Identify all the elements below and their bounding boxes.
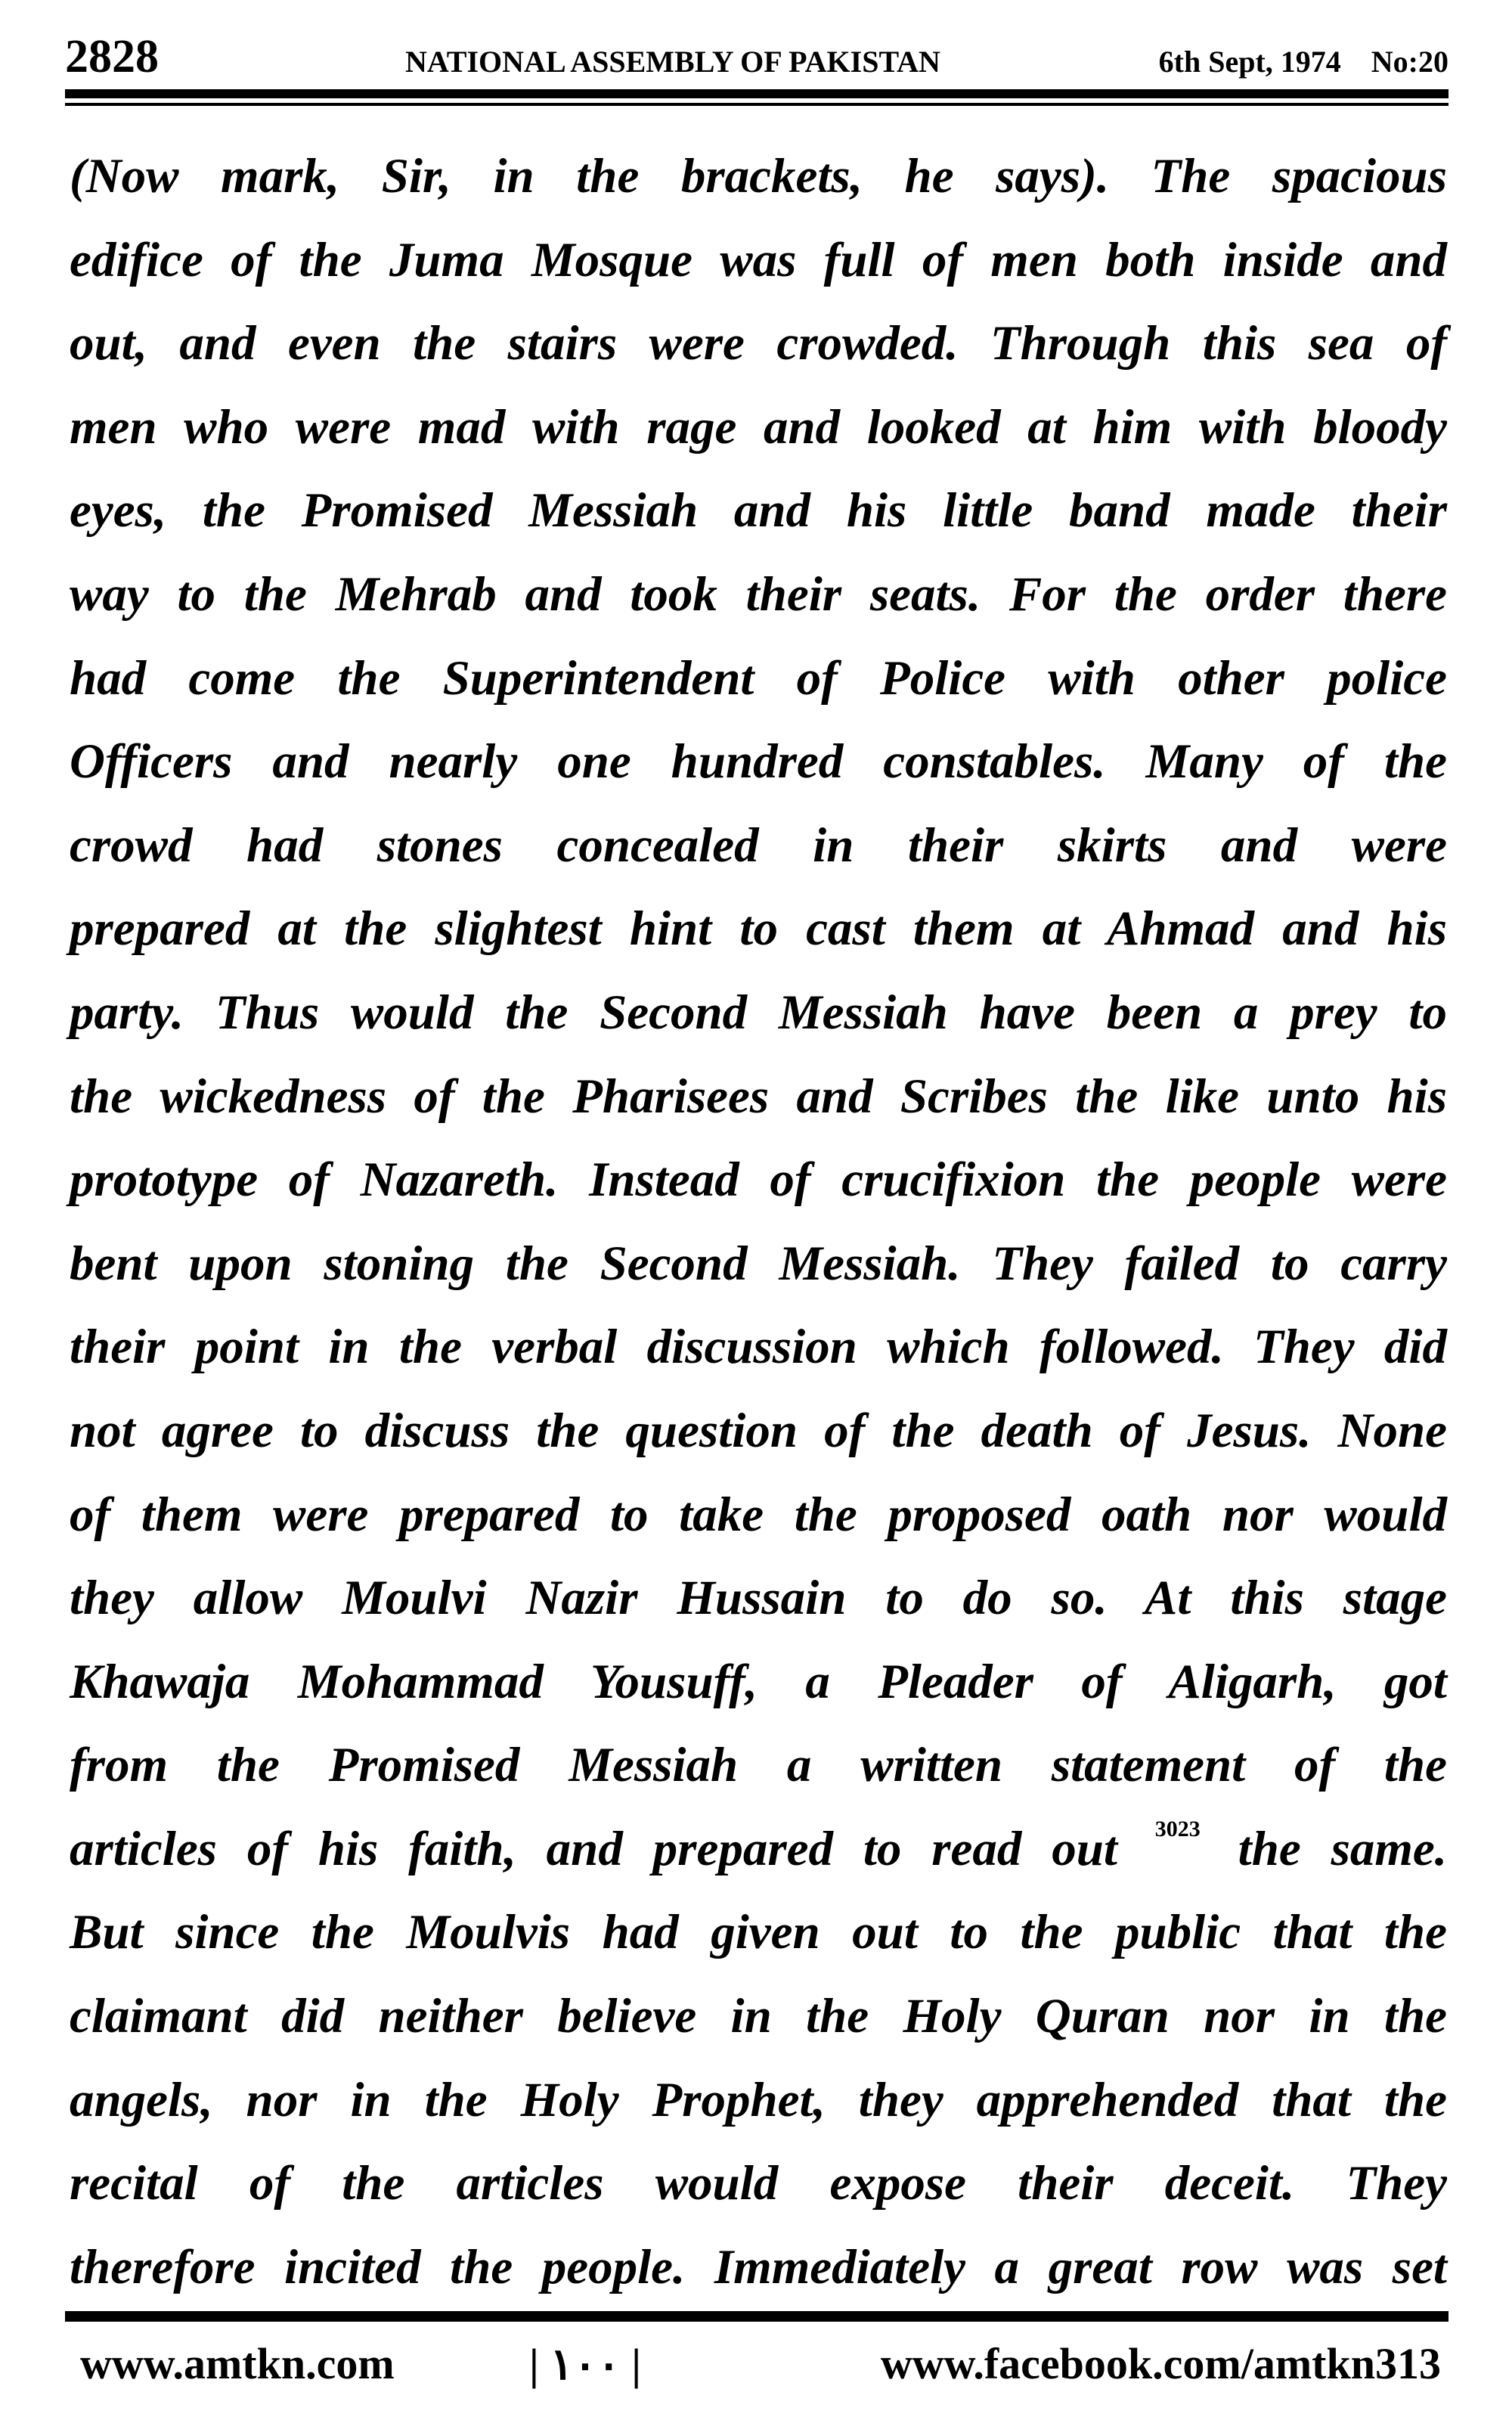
footer-facebook-link[interactable]: www.facebook.com/amtkn313 — [880, 2339, 1441, 2388]
header-title: NATIONAL ASSEMBLY OF PAKISTAN — [405, 45, 940, 79]
text-line: But since the Moulvis had given out to the public that the — [70, 1905, 1447, 1960]
text-line-with-footnote — [70, 1807, 1447, 1891]
text-segment: the same. — [1238, 1821, 1448, 1876]
header-rule-thick — [65, 89, 1448, 98]
text-line: angels, nor in the Holy Prophet, they apprehended that the — [70, 2072, 1447, 2127]
text-line: therefore incited the people. Immediately a great row was set — [70, 2239, 1447, 2294]
body-text — [70, 135, 1447, 2309]
text-line: way to the Mehrab and took their seats. For the order there — [70, 566, 1447, 622]
text-line: their point in the verbal discussion which followed. They did — [70, 1320, 1447, 1375]
text-line: Khawaja Mohammad Yousuff, a Pleader of Aligarh, got — [70, 1654, 1447, 1709]
text-line: the wickedness of the Pharisees and Scribes the like unto his — [70, 1069, 1447, 1124]
text-line: claimant did neither believe in the Holy Quran nor in the — [70, 1989, 1447, 2044]
footer-website-link[interactable]: www.amtkn.com — [80, 2339, 395, 2388]
page-header — [65, 29, 1448, 89]
text-line: party. Thus would the Second Messiah have been a prey to — [70, 985, 1447, 1040]
footer-rule — [65, 2311, 1448, 2322]
text-line: prototype of Nazareth. Instead of crucifixion the people were — [70, 1153, 1447, 1208]
text-line: crowd had stones concealed in their skirts and were — [70, 818, 1447, 873]
text-line: bent upon stoning the Second Messiah. They failed to carry — [70, 1236, 1447, 1291]
footer-page-marker: | ۱۰۰ | — [529, 2340, 642, 2389]
text-line: (Now mark, Sir, in the brackets, he says). The spacious — [70, 149, 1447, 203]
text-line: edifice of the Juma Mosque was full of men both inside and — [70, 232, 1447, 287]
text-line: Officers and nearly one hundred constables. Many of the — [70, 734, 1447, 790]
text-line: prepared at the slightest hint to cast them at Ahmad and his — [70, 901, 1447, 957]
page-footer — [65, 2328, 1448, 2396]
text-line: recital of the articles would expose their deceit. They — [70, 2156, 1447, 2211]
header-rule-thin — [65, 103, 1448, 106]
text-segment: articles of his faith, and prepared to read out — [70, 1821, 1117, 1876]
text-line: from the Promised Messiah a written statement of the — [70, 1738, 1447, 1793]
footnote-marker: 3023 — [1154, 1816, 1201, 1841]
text-line: had come the Superintendent of Police with other police — [70, 650, 1447, 706]
text-line: not agree to discuss the question of the death of Jesus. None — [70, 1403, 1447, 1458]
text-line: out, and even the stairs were crowded. Through this sea of — [70, 316, 1447, 371]
page-number: 2828 — [65, 31, 159, 82]
text-line: of them were prepared to take the proposed oath nor would — [70, 1487, 1447, 1542]
header-date-issue: 6th Sept, 1974 No:20 — [1158, 45, 1448, 79]
text-line: eyes, the Promised Messiah and his little band made their — [70, 483, 1447, 538]
text-line: men who were mad with rage and looked at him with bloody — [70, 399, 1447, 455]
text-line: they allow Moulvi Nazir Hussain to do so. At this stage — [70, 1571, 1447, 1626]
